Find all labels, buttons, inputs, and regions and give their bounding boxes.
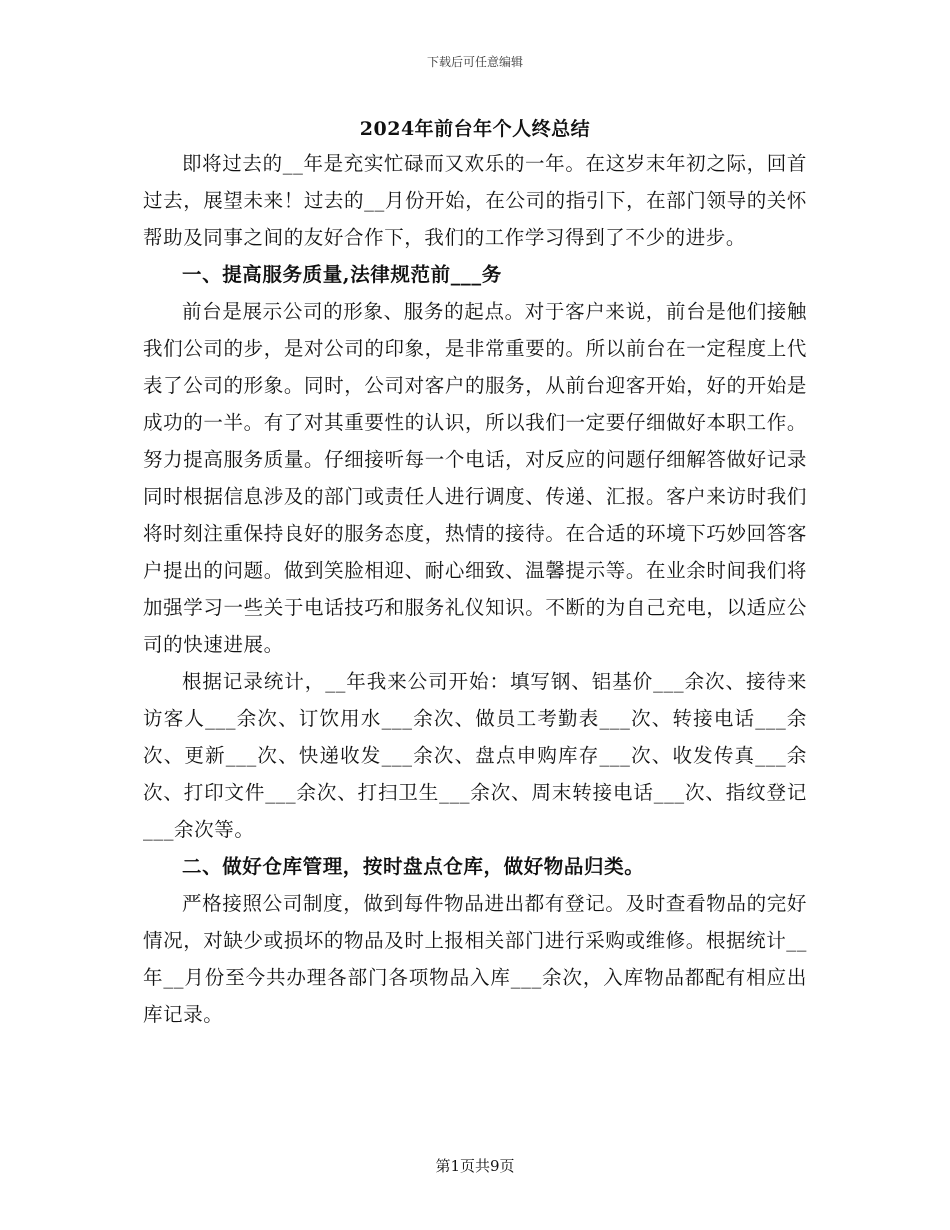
service-paragraph: 前台是展示公司的形象、服务的起点。对于客户来说，前台是他们接触我们公司的步，是对公司的印象，是非常重要的。所以前台在一定程度上代表了公司的形象。同时，公司对客户的服务，从前台迎客开始，好的开始是成功的一半。有了对其重要性的认识，所以我们一定要仔细做好本职工作。努力提高服务质量。仔细接听每一个电话，对反应的问题仔细解答做好记录同时根据信息涉及的部门或责任人进行调度、传递、汇报。客户来访时我们将时刻注重保持良好的服务态度，热情的接待。在合适的环境下巧妙回答客户提出的问题。做到笑脸相迎、耐心细致、温馨提示等。在业余时间我们将加强学习一些关于电话技巧和服务礼仪知识。不断的为自己充电，以适应公司的快速进展。 [143,300,807,656]
statistics-paragraph: 根据记录统计，__年我来公司开始：填写钢、铝基价___余次、接待来访客人___余次、订饮用水___余次、做员工考勤表___次、转接电话___余次、更新___次、快递收发___余次、盘点申购库存___次、收发传真___余次、打印文件___余次、打扫卫生___余次、周末转接电话___次、指纹登记___余次等。 [143,670,807,841]
warehouse-paragraph: 严格接照公司制度，做到每件物品进出都有登记。及时查看物品的完好情况，对缺少或损坏的物品及时上报相关部门进行采购或维修。根据统计__年__月份至今共办理各部门各项物品入库___余次，入库物品都配有相应出库记录。 [143,892,807,1026]
document-body [143,145,807,1033]
document-title: 2024年前台年个人终总结 [359,118,591,140]
header-note: 下载后可任意编辑 [426,55,523,69]
intro-paragraph: 即将过去的__年是充实忙碌而又欢乐的一年。在这岁末年初之际，回首过去，展望未来！过去的__月份开始，在公司的指引下，在部门领导的关怀帮助及同事之间的友好合作下，我们的工作学习得到了不少的进步。 [143,152,807,249]
section-heading-service-quality: 一、提高服务质量,法律规范前___务 [182,263,502,286]
section-heading-warehouse: 二、做好仓库管理，按时盘点仓库，做好物品归类。 [182,855,645,878]
page-number: 第1页共9页 [435,1157,515,1175]
